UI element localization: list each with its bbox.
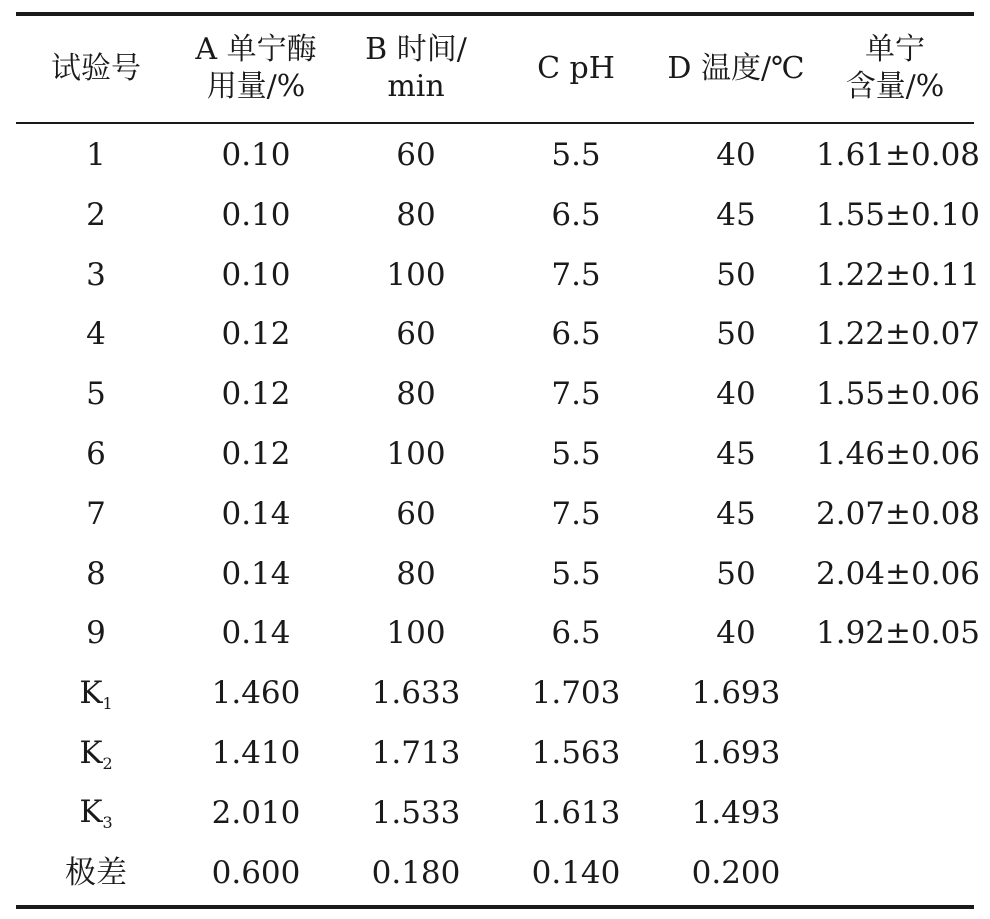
cell-b: 0.180	[371, 854, 461, 891]
cell-d: 1.693	[691, 734, 781, 771]
header-line: min	[387, 69, 445, 104]
cell-content: 1.61±0.08	[816, 136, 981, 173]
cell-c: 7.5	[551, 376, 601, 413]
table-row	[16, 485, 981, 545]
k-label	[16, 675, 176, 714]
cell-content: 1.92±0.05	[816, 615, 981, 652]
table-row	[16, 246, 981, 306]
table-row	[16, 305, 981, 365]
cell-d: 45	[716, 495, 756, 532]
cell-c: 5.5	[551, 136, 601, 173]
cell-trial: 7	[86, 495, 106, 532]
header-line: 试验号	[51, 50, 141, 86]
cell-b: 80	[396, 196, 436, 233]
cell-c: 5.5	[551, 435, 601, 472]
cell-a: 0.12	[221, 376, 291, 413]
cell-b: 1.533	[371, 794, 461, 831]
cell-a: 0.10	[221, 256, 291, 293]
cell-content: 1.46±0.06	[816, 435, 981, 472]
cell-trial: 8	[86, 555, 106, 592]
cell-d: 50	[716, 555, 756, 592]
cell-trial: 1	[86, 136, 106, 173]
cell-d: 40	[716, 615, 756, 652]
k-letter: K	[79, 734, 103, 771]
cell-c: 7.5	[551, 256, 601, 293]
k-subscript: 2	[102, 753, 113, 773]
k-letter: K	[79, 794, 103, 831]
cell-c: 0.140	[531, 854, 621, 891]
cell-c: 6.5	[551, 196, 601, 233]
cell-b: 80	[396, 376, 436, 413]
cell-a: 1.460	[211, 675, 301, 712]
header-line: A 单宁酶	[195, 32, 317, 68]
cell-content: 1.22±0.11	[816, 256, 981, 293]
cell-b: 100	[386, 615, 446, 652]
cell-a: 0.14	[221, 555, 291, 592]
cell-c: 6.5	[551, 615, 601, 652]
cell-b: 60	[396, 316, 436, 353]
cell-c: 7.5	[551, 495, 601, 532]
header-trial-number	[16, 51, 176, 88]
cell-d: 45	[716, 435, 756, 472]
cell-b: 60	[396, 495, 436, 532]
cell-trial: 4	[86, 316, 106, 353]
header-line: 用量/%	[206, 69, 306, 104]
table-row	[16, 425, 981, 485]
table-header-row	[16, 16, 974, 122]
table-row	[16, 126, 981, 186]
k-subscript: 1	[102, 693, 113, 713]
cell-c: 5.5	[551, 555, 601, 592]
cell-content: 1.55±0.06	[816, 376, 981, 413]
table-row	[16, 186, 981, 246]
cell-c: 1.703	[531, 675, 621, 712]
cell-d: 1.693	[691, 675, 781, 712]
cell-a: 0.10	[221, 136, 291, 173]
cell-trial: 2	[86, 196, 106, 233]
cell-b: 1.713	[371, 734, 461, 771]
cell-d: 0.200	[691, 854, 781, 891]
k-subscript: 3	[102, 813, 113, 833]
table-body	[16, 124, 981, 905]
cell-content: 1.55±0.10	[816, 196, 981, 233]
range-row	[16, 844, 974, 904]
header-line: B 时间/	[365, 32, 467, 68]
table-row	[16, 545, 981, 605]
k2-row	[16, 724, 974, 784]
header-tannin-content	[816, 32, 974, 105]
cell-trial: 3	[86, 256, 106, 293]
cell-d: 1.493	[691, 794, 781, 831]
cell-b: 80	[396, 555, 436, 592]
k3-row	[16, 784, 974, 844]
cell-a: 0.600	[211, 854, 301, 891]
cell-b: 1.633	[371, 675, 461, 712]
table-bottom-rule	[16, 905, 974, 909]
header-factor-d	[656, 51, 816, 88]
cell-d: 40	[716, 136, 756, 173]
cell-trial: 5	[86, 376, 106, 413]
header-line: D 温度/℃	[667, 50, 805, 86]
cell-a: 2.010	[211, 794, 301, 831]
k1-row	[16, 664, 974, 724]
cell-content: 2.07±0.08	[816, 495, 981, 532]
k-label	[16, 794, 176, 833]
table-row	[16, 604, 981, 664]
cell-c: 1.613	[531, 794, 621, 831]
cell-trial: 6	[86, 435, 106, 472]
table-row	[16, 365, 981, 425]
cell-a: 0.10	[221, 196, 291, 233]
orthogonal-test-table	[16, 12, 981, 909]
cell-trial: 9	[86, 615, 106, 652]
header-factor-a	[176, 32, 336, 105]
cell-d: 50	[716, 316, 756, 353]
header-line: 含量/%	[845, 69, 945, 104]
cell-b: 100	[386, 435, 446, 472]
cell-d: 45	[716, 196, 756, 233]
header-factor-c	[496, 51, 656, 88]
cell-content: 1.22±0.07	[816, 316, 981, 353]
header-line: C pH	[537, 50, 615, 86]
cell-a: 0.12	[221, 435, 291, 472]
cell-b: 100	[386, 256, 446, 293]
cell-a: 0.14	[221, 615, 291, 652]
cell-content: 2.04±0.06	[816, 555, 981, 592]
cell-b: 60	[396, 136, 436, 173]
cell-a: 0.14	[221, 495, 291, 532]
range-label: 极差	[65, 854, 127, 891]
cell-a: 1.410	[211, 734, 301, 771]
header-line: 单宁	[865, 32, 925, 68]
cell-c: 1.563	[531, 734, 621, 771]
k-letter: K	[79, 674, 103, 711]
cell-a: 0.12	[221, 316, 291, 353]
cell-d: 50	[716, 256, 756, 293]
header-factor-b	[336, 32, 496, 105]
cell-d: 40	[716, 376, 756, 413]
cell-c: 6.5	[551, 316, 601, 353]
k-label	[16, 735, 176, 774]
